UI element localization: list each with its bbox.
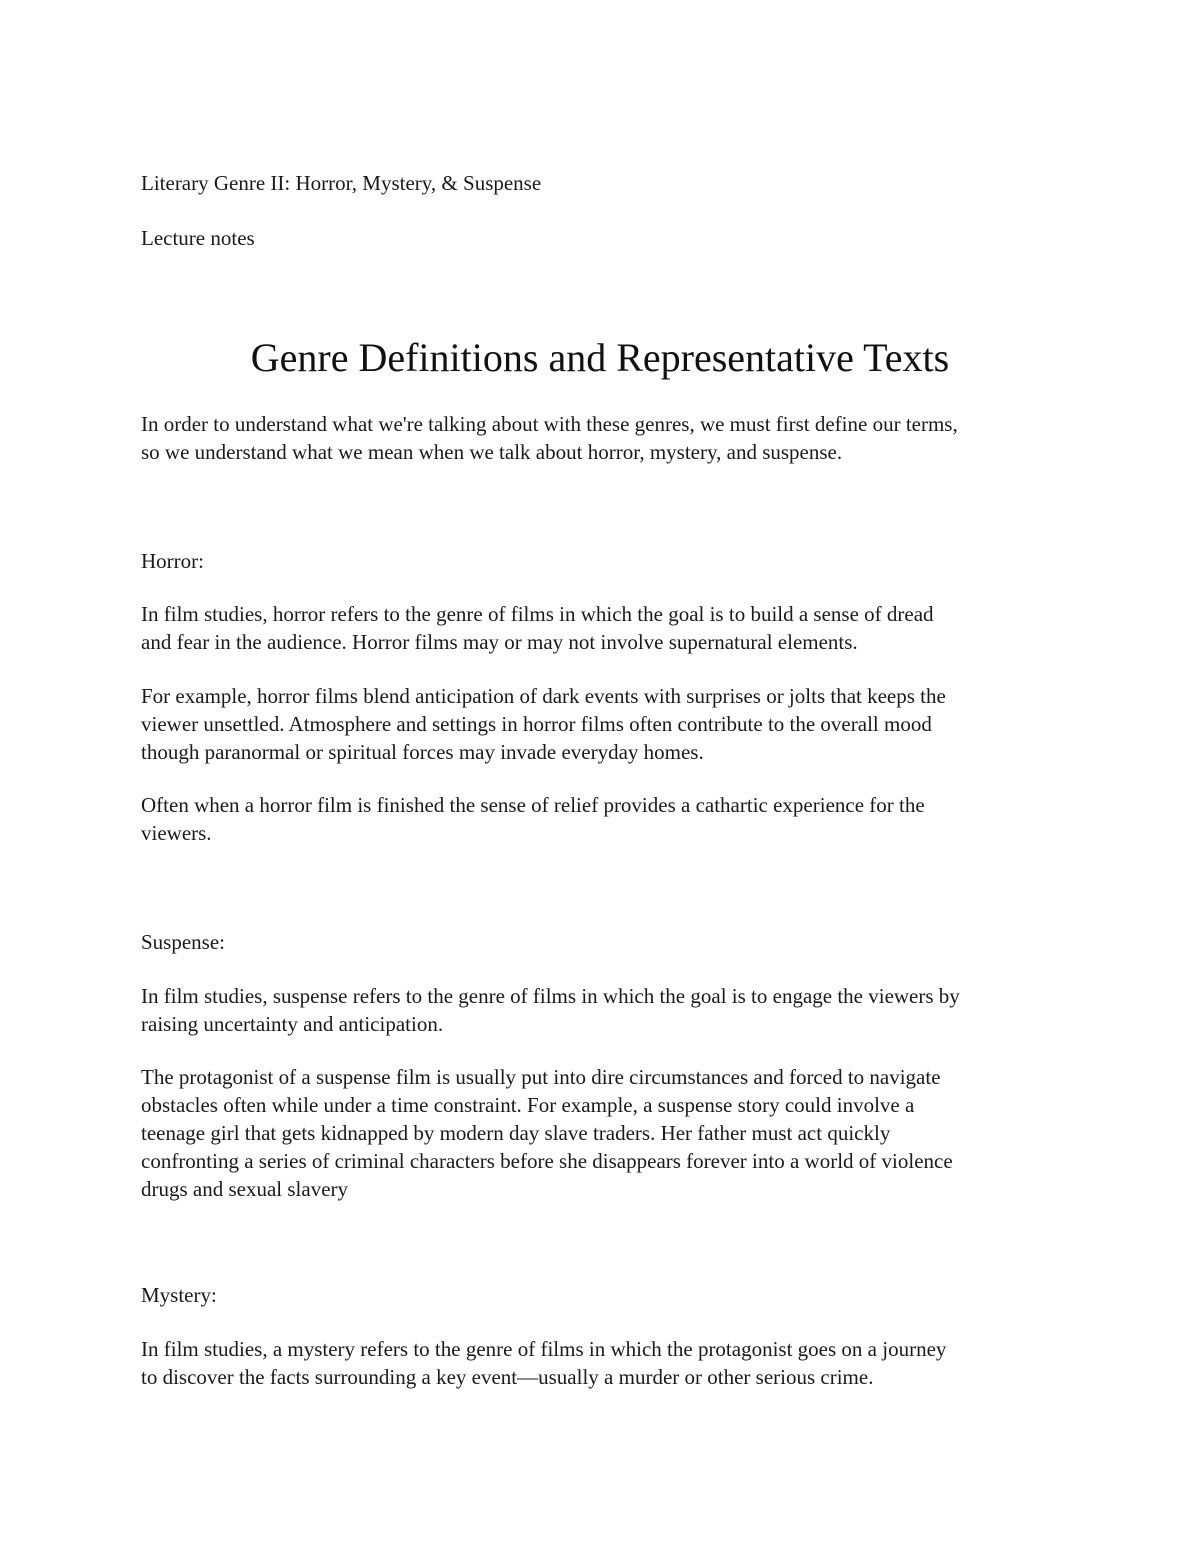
course-title: Literary Genre II: Horror, Mystery, & Suspense <box>141 171 542 195</box>
suspense-p2-line-3: teenage girl that gets kidnapped by modern day slave traders. Her father must act quickly <box>141 1121 891 1145</box>
horror-heading: Horror: <box>141 549 204 573</box>
horror-p2-line-3: though paranormal or spiritual forces may invade everyday homes. <box>141 740 704 764</box>
suspense-p1-line-2: raising uncertainty and anticipation. <box>141 1012 444 1036</box>
horror-paragraph-3 <box>141 791 925 847</box>
intro-line-2: so we understand what we mean when we talk about horror, mystery, and suspense. <box>141 440 843 464</box>
mystery-heading: Mystery: <box>141 1283 217 1307</box>
horror-paragraph-2 <box>141 682 946 766</box>
suspense-paragraph-2 <box>141 1063 953 1203</box>
suspense-p2-line-2: obstacles often while under a time constraint. For example, a suspense story could involve a <box>141 1093 915 1117</box>
horror-paragraph-1 <box>141 600 934 656</box>
suspense-paragraph-1 <box>141 982 960 1038</box>
mystery-p1-line-2: to discover the facts surrounding a key event—usually a murder or other serious crime. <box>141 1365 874 1389</box>
suspense-p2-line-1: The protagonist of a suspense film is usually put into dire circumstances and forced to navigate <box>141 1065 941 1089</box>
intro-line-1: In order to understand what we're talking about with these genres, we must first define our terms, <box>141 412 958 436</box>
horror-p1-line-1: In film studies, horror refers to the genre of films in which the goal is to build a sense of dread <box>141 602 934 626</box>
horror-p1-line-2: and fear in the audience. Horror films may or may not involve supernatural elements. <box>141 630 858 654</box>
horror-p2-line-2: viewer unsettled. Atmosphere and settings in horror films often contribute to the overall mood <box>141 712 932 736</box>
suspense-p2-line-5: drugs and sexual slavery <box>141 1177 349 1201</box>
horror-p3-line-1: Often when a horror film is finished the sense of relief provides a cathartic experience for the <box>141 793 925 817</box>
lecture-notes-label: Lecture notes <box>141 226 255 250</box>
intro-paragraph <box>141 410 958 466</box>
page-title: Genre Definitions and Representative Texts <box>250 335 950 380</box>
horror-p3-line-2: viewers. <box>141 821 212 845</box>
suspense-p1-line-1: In film studies, suspense refers to the genre of films in which the goal is to engage the viewers by <box>141 984 960 1008</box>
mystery-p1-line-1: In film studies, a mystery refers to the genre of films in which the protagonist goes on a journey <box>141 1337 947 1361</box>
horror-p2-line-1: For example, horror films blend anticipation of dark events with surprises or jolts that keeps the <box>141 684 946 708</box>
suspense-p2-line-4: confronting a series of criminal characters before she disappears forever into a world of violence <box>141 1149 953 1173</box>
suspense-heading: Suspense: <box>141 930 225 954</box>
mystery-paragraph-1 <box>141 1335 946 1391</box>
